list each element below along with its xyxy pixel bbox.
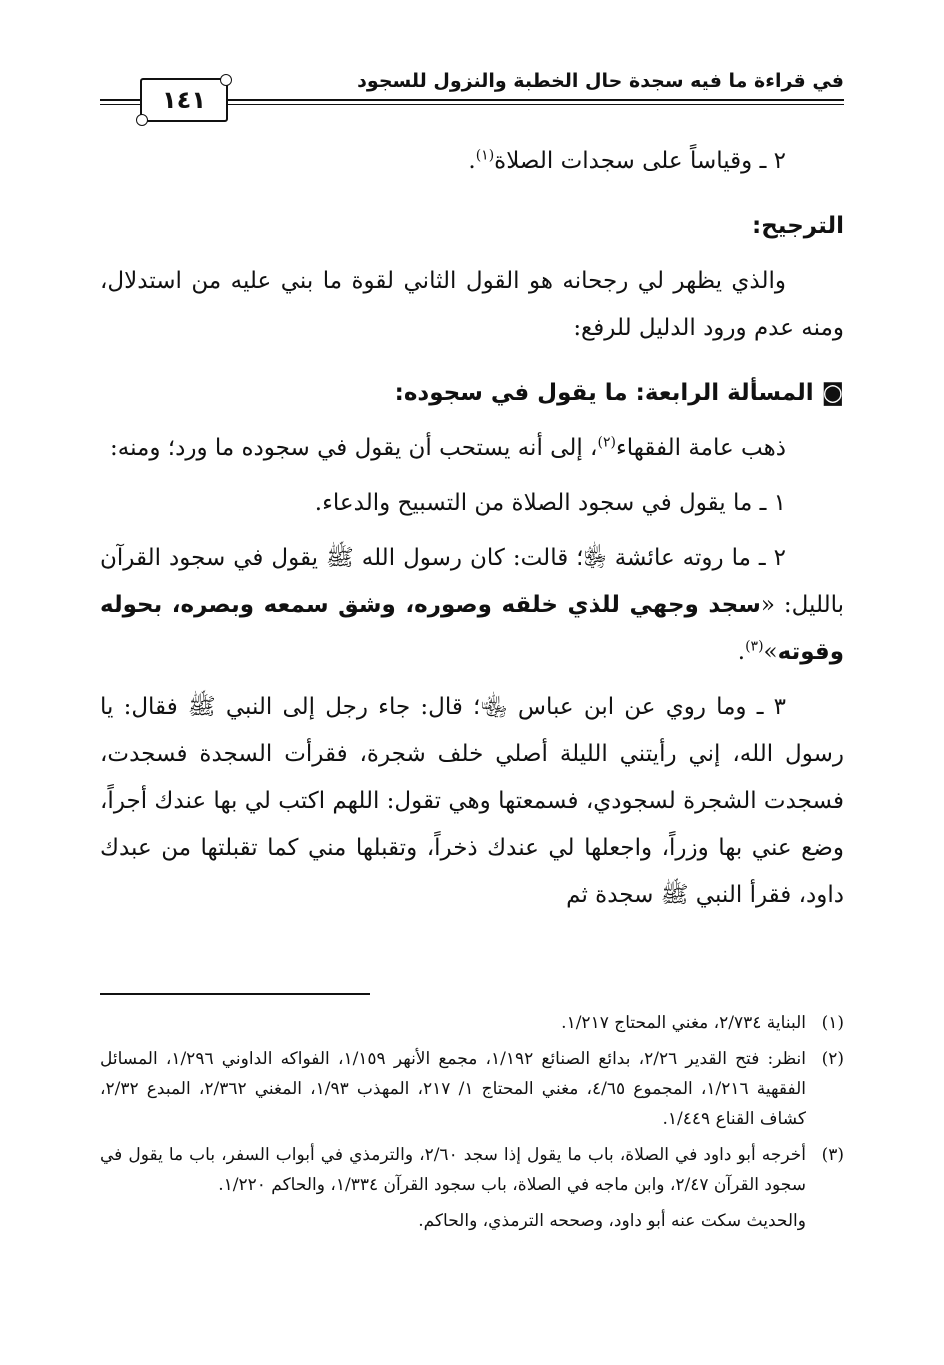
page-number: ١٤١ bbox=[162, 86, 206, 114]
item-2-quote: سجد وجهي للذي خلقه وصوره، وشق سمعه وبصره، بحوله وقوته bbox=[100, 592, 844, 665]
footnote-2 bbox=[100, 1044, 844, 1134]
footnote-3 bbox=[100, 1140, 844, 1200]
heading-marker-icon: ◙ bbox=[821, 380, 844, 406]
evidence-2-text: ٢ ـ وقياساً على سجدات الصلاة bbox=[494, 148, 786, 174]
item-3-paragraph: ٣ ـ وما روي عن ابن عباس ﵄؛ قال: جاء رجل إلى النبي ﷺ فقال: يا رسول الله، إني رأيتني الليلة أصلي خلف شجرة، فقرأت السجدة فسجدت، فسجدت الشجرة لسجودي، فسمعتها وهي تقول: اللهم اكتب لي بها عندك أجراً، وضع عني بها وزراً، واجعلها لي عندك ذخراً، وتقبلها مني كما تقبلتها من عبدك داود، فقرأ النبي ﷺ سجدة ثم bbox=[100, 694, 844, 908]
item-2-paragraph bbox=[100, 535, 844, 676]
footnote-text: البناية ٢/٧٣٤، مغني المحتاج ١/٢١٧. bbox=[561, 1013, 806, 1033]
book-page bbox=[100, 0, 844, 1365]
footnote-ref-3: (٣) bbox=[745, 638, 764, 655]
evidence-2-end: . bbox=[468, 148, 476, 174]
footnote-number: (٢) bbox=[821, 1049, 844, 1069]
footnote-1 bbox=[100, 1008, 844, 1038]
issue-intro-a: ذهب عامة الفقهاء bbox=[615, 435, 786, 461]
page-number-frame bbox=[140, 78, 228, 122]
main-text bbox=[100, 138, 844, 919]
footnote-text: أخرجه أبو داود في الصلاة، باب ما يقول إذا سجد ٢/٦٠، والترمذي في أبواب السفر، باب ما يقول في سجود القرآن ٢/٤٧، وابن ماجه في الصلاة، باب سجود القرآن ١/٣٣٤، والحاكم ١/٢٢٠. bbox=[100, 1145, 807, 1195]
item-2-end: . bbox=[737, 639, 746, 665]
item-2-text: ٢ ـ ما روته عائشة ﵂؛ قالت: كان رسول الله ﷺ يقول في سجود القرآن بالليل: « bbox=[100, 545, 844, 618]
item-1-paragraph: ١ ـ ما يقول في سجود الصلاة من التسبيح والدعاء. bbox=[314, 490, 786, 516]
tarjih-heading: الترجيح: bbox=[752, 213, 844, 239]
issue-intro-b: ، إلى أنه يستحب أن يقول في سجوده ما ورد؛ ومنه: bbox=[110, 435, 598, 461]
footnote-number: (١) bbox=[821, 1013, 844, 1033]
footnote-ref-2: (٢) bbox=[597, 434, 616, 451]
issue-heading-line bbox=[100, 370, 844, 417]
evidence-2-line bbox=[100, 138, 844, 185]
footnote-note: والحديث سكت عنه أبو داود، وصححه الترمذي، والحاكم. bbox=[418, 1211, 806, 1231]
tarjih-paragraph: والذي يظهر لي رجحانه هو القول الثاني لقوة ما بني عليه من استدلال، ومنه عدم ورود الدليل للرفع: bbox=[100, 268, 844, 341]
footnote-separator bbox=[100, 993, 370, 995]
footnote-ref-1: (١) bbox=[475, 147, 495, 164]
item-2-quote-close: » bbox=[763, 639, 778, 665]
footnotes bbox=[100, 1008, 844, 1236]
footnote-number: (٣) bbox=[821, 1145, 844, 1165]
issue-heading: المسألة الرابعة: ما يقول في سجوده: bbox=[394, 380, 814, 406]
running-header-title: في قراءة ما فيه سجدة حال الخطبة والنزول للسجود bbox=[357, 70, 844, 92]
issue-intro-paragraph bbox=[100, 425, 844, 472]
footnote-text: انظر: فتح القدير ٢/٢٦، بدائع الصنائع ١/١٩٢، مجمع الأنهر ١/١٥٩، الفواكه الداوني ١/٢٩٦، المسائل الفقهية ١/٢١٦، المجموع ٤/٦٥، مغني المحتاج ١/ ٢١٧، المهذب ١/٩٣، المغني ٢/٣٦٢، المبدع ٢/٣٢، كشاف القناع ١/٤٤٩. bbox=[100, 1049, 806, 1129]
